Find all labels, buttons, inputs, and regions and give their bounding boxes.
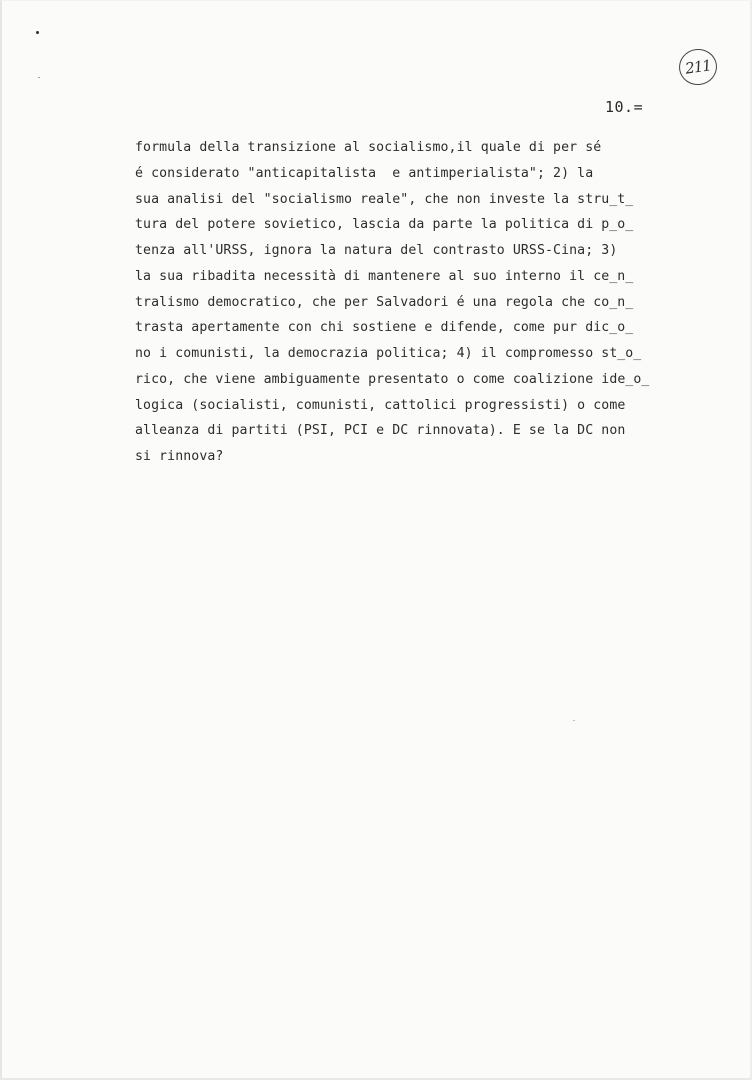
text-line: alleanza di partiti (PSI, PCI e DC rinnovata). E se la DC non <box>135 423 626 439</box>
text-line: no i comunisti, la democrazia politica; 4) il compromesso st̲o̲ <box>135 346 642 361</box>
scan-speck <box>36 31 39 34</box>
text-line: trasta apertamente con chi sostiene e difende, come pur dic̲o̲ <box>135 320 634 336</box>
text-line: tralismo democratico, che per Salvadori é una regola che co̲n̲ <box>135 294 634 310</box>
text-line: sua analisi del "socialismo reale", che non investe la stru̲t̲ <box>135 191 634 207</box>
text-line: si rinnova? <box>135 449 224 464</box>
scan-speck <box>38 77 40 78</box>
text-line: la sua ribadita necessità di mantenere al suo interno il ce̲n̲ <box>135 268 634 284</box>
text-line: formula della transizione al socialismo,il quale di per sé <box>135 140 602 155</box>
page-number: 10.= <box>605 98 644 116</box>
text-line: tenza all'URSS, ignora la natura del contrasto URSS-Cina; 3) <box>135 243 618 258</box>
text-line: rico, che viene ambiguamente presentato o come coalizione ide̲o̲ <box>135 371 650 387</box>
text-line: tura del potere sovietico, lascia da parte la politica di p̲o̲ <box>135 217 634 233</box>
scan-speck <box>573 720 575 721</box>
text-line: logica (socialisti, comunisti, cattolici progressisti) o come <box>135 397 626 413</box>
body-text <box>135 135 735 470</box>
page-stamp: 211 <box>677 47 720 88</box>
text-line: é considerato "anticapitalista e antimperialista"; 2) la <box>135 165 594 181</box>
